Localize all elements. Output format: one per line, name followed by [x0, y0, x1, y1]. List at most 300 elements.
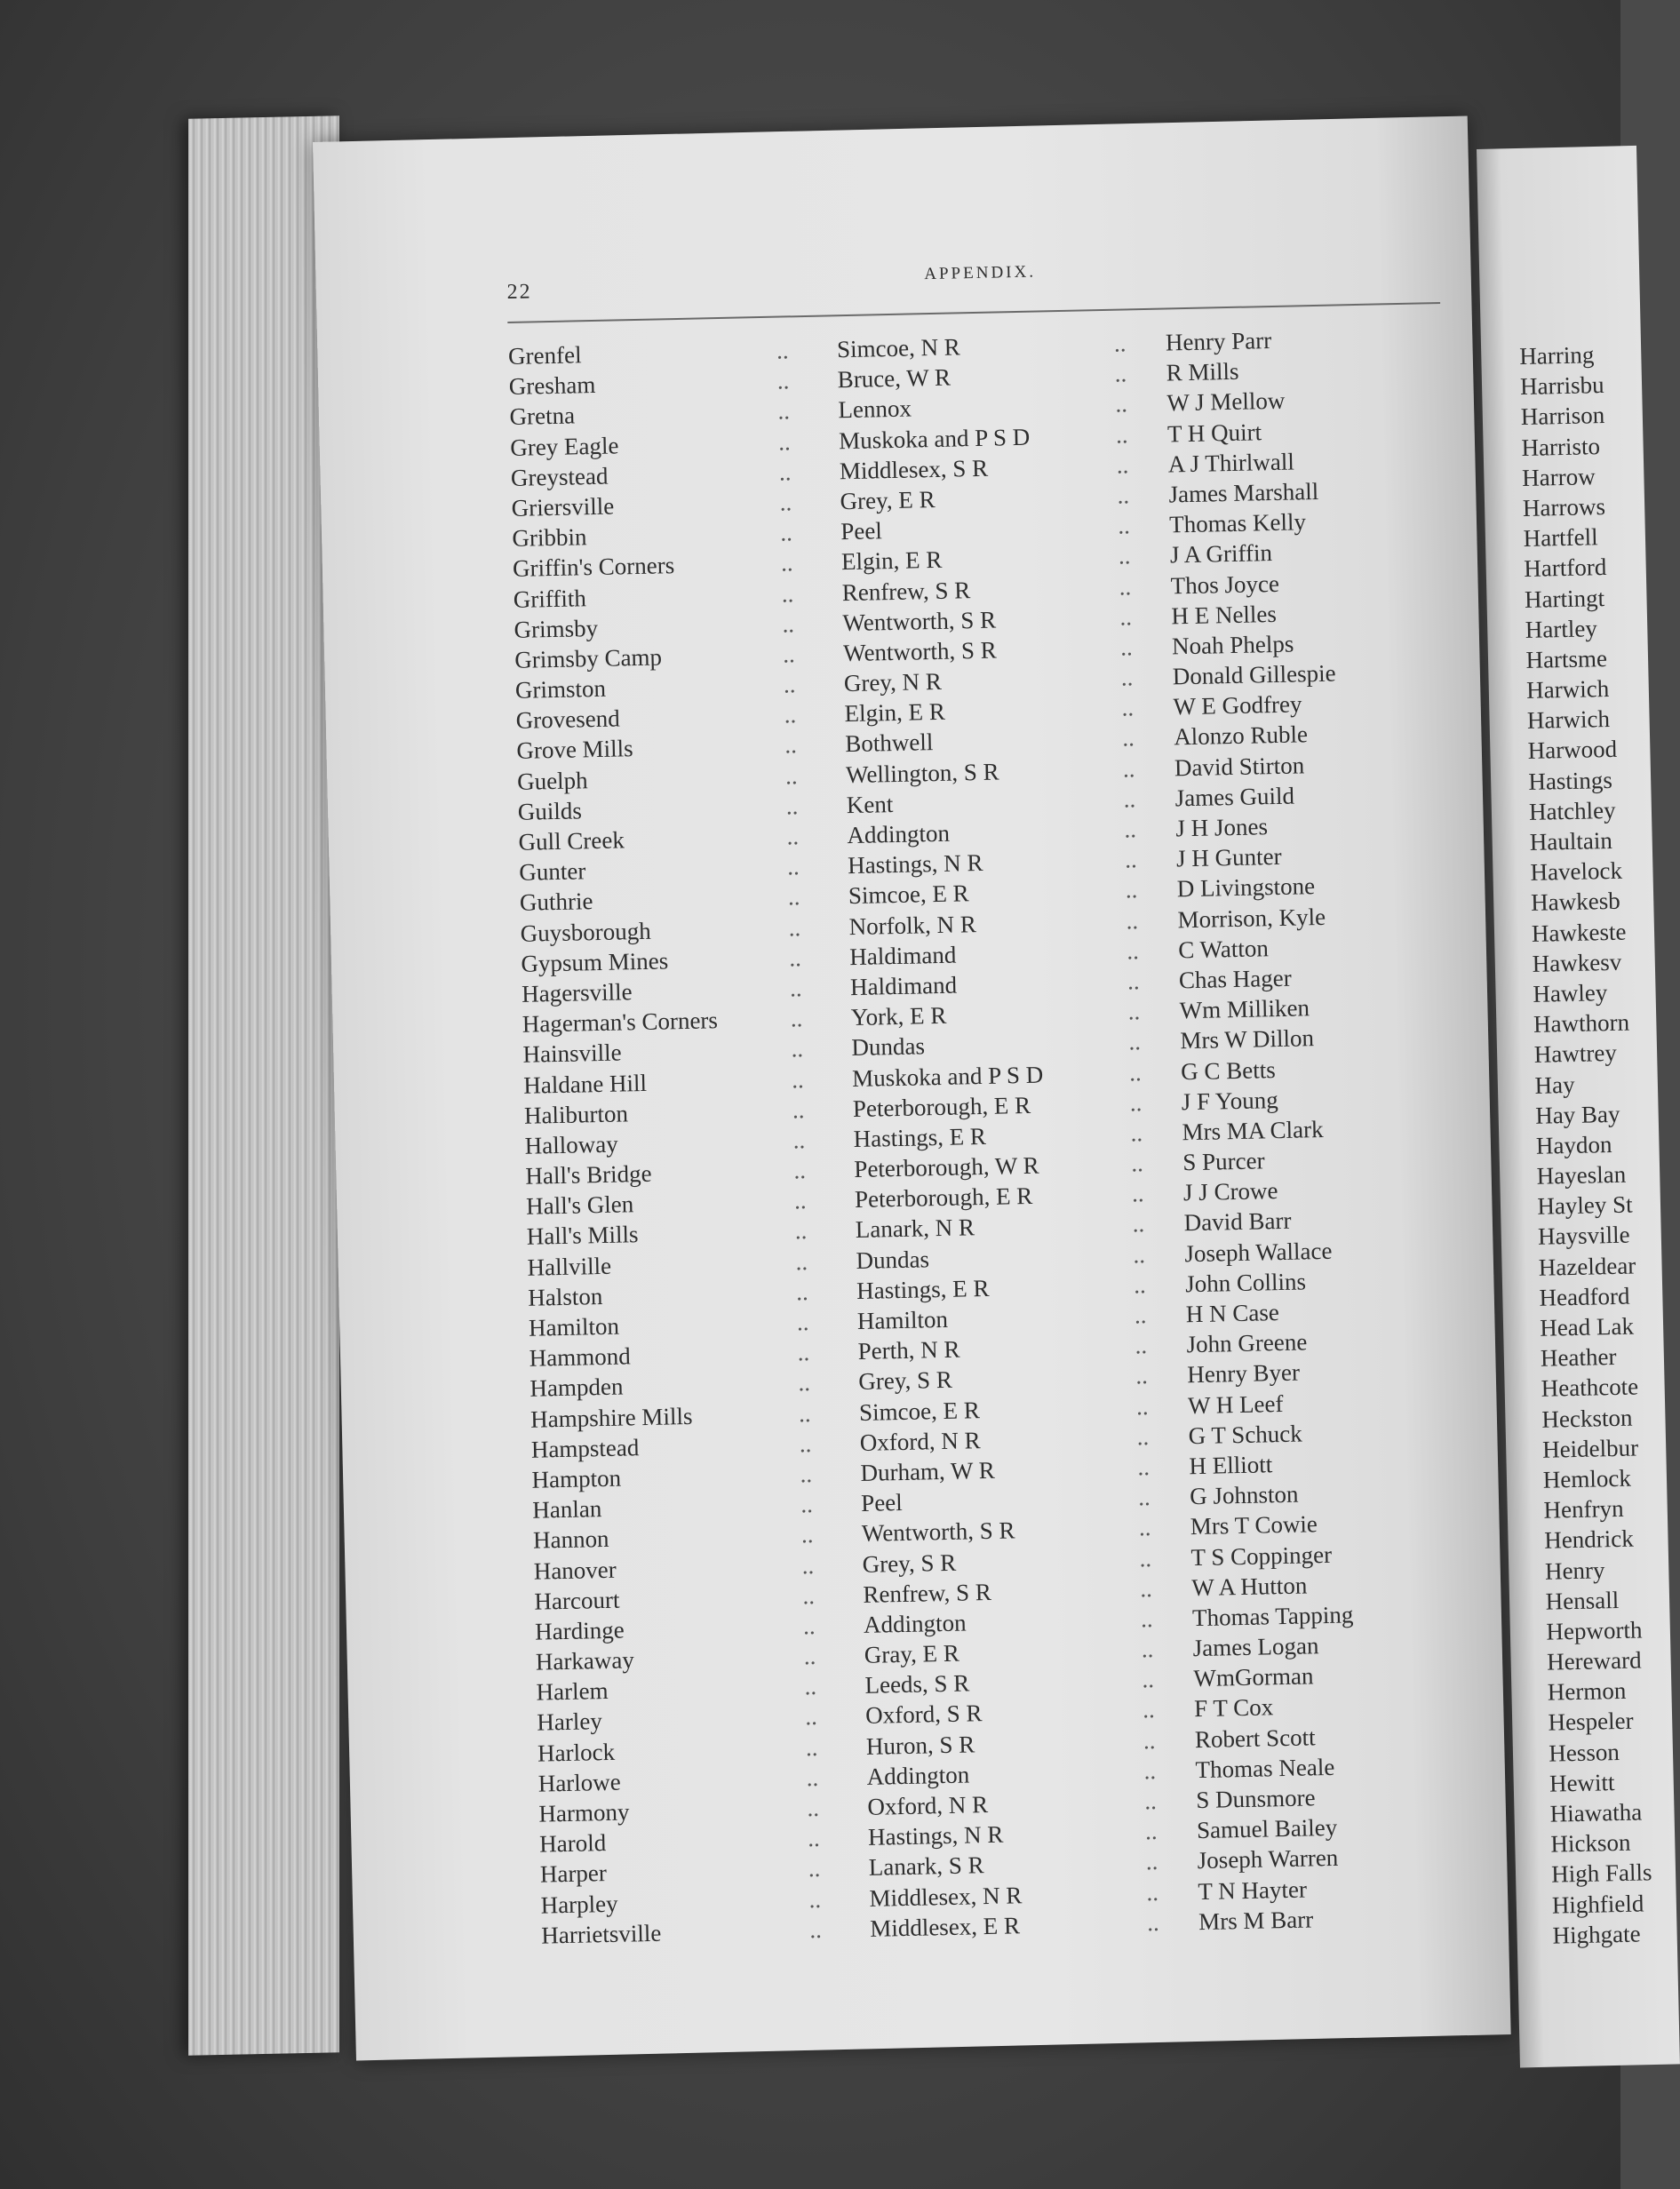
place-name: Hall's Glen [525, 1190, 634, 1221]
county-riding: Simcoe, E R [848, 880, 969, 910]
leader-dots: .. [795, 1278, 809, 1306]
postmaster-name: J F Young [1181, 1086, 1278, 1115]
county-riding: Bothwell [845, 728, 934, 758]
leader-dots: .. [781, 579, 794, 608]
leader-dots: .. [808, 1915, 823, 1944]
county-riding: Addington [847, 819, 951, 849]
postmaster-name: Morrison, Kyle [1177, 903, 1326, 933]
leader-dots: .. [779, 489, 792, 516]
postmaster-name: S Dunsmore [1196, 1784, 1316, 1814]
county-riding: Oxford, N R [859, 1426, 981, 1456]
place-name: Greystead [510, 462, 609, 491]
place-name: Gresham [508, 371, 596, 401]
leader-dots: .. [784, 701, 797, 728]
leader-dots: .. [787, 883, 800, 911]
right-page-place-fragment: Haysville [1537, 1222, 1630, 1251]
county-riding: Wentworth, S R [861, 1516, 1015, 1548]
leader-dots: .. [1126, 937, 1140, 965]
leader-dots: .. [1142, 1696, 1155, 1723]
postmaster-name: Mrs T Cowie [1190, 1510, 1318, 1540]
leader-dots: .. [808, 1885, 822, 1913]
leader-dots: .. [1115, 420, 1128, 449]
postmaster-name: J H Jones [1175, 813, 1269, 842]
right-page-place-fragment: Hartford [1524, 553, 1607, 583]
place-name: Harley [537, 1707, 603, 1737]
county-riding: Grey, E R [840, 485, 936, 515]
place-name: Grey Eagle [509, 431, 619, 461]
county-riding: Oxford, N R [867, 1791, 989, 1820]
leader-dots: .. [780, 519, 793, 546]
right-page-place-fragment: Hay [1534, 1071, 1575, 1099]
right-page-place-fragment: Harwood [1527, 736, 1618, 765]
page-content [506, 246, 1519, 1954]
leader-dots: .. [1113, 330, 1127, 357]
postmaster-name: G Johnston [1189, 1480, 1299, 1510]
county-riding: Renfrew, S R [841, 576, 971, 606]
postmaster-name: Joseph Wallace [1184, 1237, 1333, 1267]
postmaster-name: S Purcer [1182, 1147, 1265, 1176]
postmaster-name: Thos Joyce [1170, 569, 1280, 599]
leader-dots: .. [798, 1399, 811, 1427]
county-riding: Middlesex, S R [839, 454, 989, 484]
right-page-place-fragment: Hickson [1550, 1828, 1631, 1858]
postmaster-name: Thomas Neale [1195, 1753, 1335, 1783]
county-riding: Peterborough, E R [854, 1182, 1033, 1214]
leader-dots: .. [1135, 1362, 1149, 1389]
place-name: Hagersville [521, 978, 633, 1007]
leader-dots: .. [1143, 1726, 1156, 1754]
leader-dots: .. [784, 731, 798, 759]
right-page-place-fragment: Harrows [1522, 492, 1606, 521]
right-page-place-fragment: Hawtrey [1533, 1039, 1618, 1069]
place-name: Gunter [518, 857, 586, 887]
postmaster-name: Thomas Tapping [1191, 1601, 1354, 1632]
leader-dots: .. [1139, 1544, 1152, 1572]
place-name: Grimsby Camp [514, 643, 663, 673]
county-riding: Peel [860, 1489, 904, 1517]
place-name: Harrietsville [541, 1919, 662, 1949]
leader-dots: .. [807, 1825, 820, 1852]
county-riding: Hastings, E R [853, 1122, 987, 1152]
right-page-place-fragment: Hespeler [1548, 1707, 1634, 1737]
leader-dots: .. [1121, 694, 1135, 721]
leader-dots: .. [791, 1035, 804, 1063]
place-name: Grovesend [515, 704, 620, 735]
leader-dots: .. [794, 1217, 808, 1245]
place-name: Harlock [537, 1738, 616, 1767]
leader-dots: .. [782, 609, 795, 638]
leader-dots: .. [791, 1065, 805, 1093]
leader-dots: .. [1142, 1666, 1155, 1693]
leader-dots: .. [1116, 451, 1129, 479]
county-riding: Addington [863, 1609, 967, 1638]
postmaster-name: W H Leef [1187, 1389, 1284, 1419]
directory-table [508, 321, 1537, 1951]
leader-dots: .. [777, 427, 792, 456]
right-page-place-fragment: Henry [1544, 1556, 1605, 1585]
right-page-place-fragment: Henfryn [1543, 1494, 1624, 1524]
postmaster-name: F T Cox [1193, 1693, 1274, 1723]
postmaster-name: James Guild [1174, 782, 1295, 812]
right-page-place-fragment: Hawkeste [1531, 918, 1627, 947]
county-riding: Hastings, N R [847, 849, 983, 880]
county-riding: Hastings, E R [856, 1274, 990, 1304]
leader-dots: .. [1132, 1210, 1145, 1238]
county-riding: Haldimand [849, 971, 958, 1001]
county-riding: Leeds, S R [864, 1669, 970, 1699]
county-riding: Dundas [851, 1032, 926, 1062]
county-riding: York, E R [850, 1001, 947, 1031]
county-riding: Kent [846, 790, 894, 818]
postmaster-name: G T Schuck [1188, 1420, 1303, 1449]
postmaster-name: J A Griffin [1169, 539, 1273, 569]
postmaster-name: Joseph Warren [1197, 1844, 1339, 1875]
leader-dots: .. [785, 792, 799, 820]
right-page-place-fragment: Hawley [1533, 979, 1608, 1007]
county-riding: Lanark, N R [855, 1214, 975, 1244]
running-head: APPENDIX. [924, 262, 1037, 284]
leader-dots: .. [804, 1703, 818, 1731]
page-number: 22 [506, 280, 532, 304]
place-name: Harcourt [534, 1586, 620, 1615]
place-name: Hardinge [534, 1616, 625, 1645]
place-name: Harkaway [535, 1646, 635, 1676]
leader-dots: .. [1141, 1636, 1154, 1663]
leader-dots: .. [1140, 1604, 1153, 1633]
postmaster-name: Robert Scott [1194, 1723, 1316, 1753]
right-page-place-fragment: Haydon [1535, 1130, 1612, 1159]
place-name: Harpley [540, 1890, 618, 1919]
postmaster-name: John Collins [1184, 1268, 1307, 1298]
right-page-place-fragment: Hemlock [1542, 1464, 1632, 1493]
right-page-place-fragment: Hewitt [1549, 1768, 1615, 1797]
county-riding: Muskoka and P S D [851, 1061, 1044, 1092]
leader-dots: .. [1119, 603, 1133, 631]
postmaster-name: T N Hayter [1198, 1875, 1308, 1905]
leader-dots: .. [1135, 1392, 1149, 1420]
county-riding: Elgin, E R [844, 698, 946, 728]
right-page-place-fragment: Harrow [1521, 462, 1596, 491]
county-riding: Grey, S R [858, 1366, 953, 1396]
right-page-place-fragment: Hartingt [1524, 584, 1605, 613]
leader-dots: .. [1121, 724, 1135, 752]
postmaster-name: Mrs MA Clark [1182, 1115, 1324, 1146]
right-page-place-fragment: Heather [1540, 1343, 1617, 1372]
county-riding: Durham, W R [860, 1456, 996, 1486]
county-riding: Wentworth, S R [842, 606, 997, 636]
postmaster-name: T H Quirt [1166, 418, 1262, 448]
county-riding: Lanark, S R [868, 1851, 984, 1882]
place-name: Hallville [527, 1252, 612, 1281]
leader-dots: .. [797, 1339, 810, 1366]
postmaster-name: W J Mellow [1166, 387, 1286, 417]
place-name: Gull Creek [518, 826, 625, 856]
right-page-place-fragment: Hartley [1525, 614, 1598, 643]
place-name: Harper [539, 1859, 608, 1888]
right-page-place-fragment: Heathcote [1541, 1373, 1639, 1403]
right-page-place-fragment: Hastings [1528, 766, 1613, 795]
right-page-place-fragment: High Falls [1550, 1859, 1652, 1888]
right-page-place-fragment: Hayley St [1537, 1190, 1633, 1221]
leader-dots: .. [777, 397, 791, 426]
place-name: Gypsum Mines [521, 947, 669, 977]
leader-dots: .. [1124, 846, 1137, 873]
place-name: Hampstead [530, 1433, 640, 1463]
postmaster-name: Thomas Kelly [1168, 508, 1307, 538]
postmaster-name: Alonzo Ruble [1173, 720, 1309, 751]
right-page-place-fragment: Heckston [1541, 1404, 1633, 1433]
leader-dots: .. [807, 1795, 820, 1822]
leader-dots: .. [776, 337, 789, 364]
postmaster-name: Chas Hager [1178, 964, 1292, 994]
county-riding: Bruce, W R [837, 363, 951, 394]
postmaster-name: C Watton [1177, 934, 1270, 964]
place-name: Hammond [529, 1342, 632, 1372]
postmaster-name: Donald Gillespie [1172, 659, 1336, 690]
county-riding: Simcoe, N R [836, 333, 961, 363]
place-name: Halloway [524, 1130, 618, 1159]
county-riding: Elgin, E R [840, 546, 943, 576]
right-page-place-fragment: Hermon [1547, 1677, 1627, 1706]
postmaster-name: James Logan [1192, 1632, 1319, 1662]
county-riding: Oxford, S R [864, 1699, 983, 1730]
leader-dots: .. [1127, 967, 1140, 995]
leader-dots: .. [1126, 906, 1139, 935]
leader-dots: .. [776, 367, 790, 394]
leader-dots: .. [1146, 1908, 1160, 1937]
leader-dots: .. [1137, 1484, 1151, 1511]
county-riding: Norfolk, N R [848, 910, 977, 940]
leader-dots: .. [792, 1126, 806, 1154]
postmaster-name: G C Betts [1180, 1055, 1276, 1085]
leader-dots: .. [793, 1187, 807, 1214]
right-page-place-fragment: Hartsme [1525, 644, 1608, 673]
leader-dots: .. [786, 853, 800, 880]
leader-dots: .. [1138, 1514, 1151, 1541]
postmaster-name: Wm Milliken [1179, 994, 1310, 1024]
leader-dots: .. [1145, 1848, 1158, 1875]
place-name: Harlowe [537, 1768, 622, 1797]
postmaster-name: J J Crowe [1182, 1177, 1278, 1206]
county-riding: Huron, S R [865, 1730, 975, 1760]
header-rule [507, 302, 1440, 323]
leader-dots: .. [1146, 1878, 1159, 1906]
right-page-place-fragment: Harwich [1526, 705, 1611, 735]
right-page-place-fragment: Hatchley [1528, 796, 1616, 825]
leader-dots: .. [802, 1612, 816, 1640]
county-riding: Hamilton [856, 1305, 949, 1334]
postmaster-name: H E Nelles [1171, 600, 1278, 630]
leader-dots: .. [782, 641, 796, 668]
leader-dots: .. [1129, 1088, 1143, 1117]
place-name: Griersville [511, 492, 615, 521]
right-page-place-fragment: Highgate [1552, 1920, 1641, 1949]
postmaster-name: David Stirton [1174, 751, 1305, 781]
place-name: Haliburton [523, 1100, 629, 1129]
right-page-place-fragment: Hepworth [1546, 1616, 1643, 1645]
place-name: Harlem [536, 1677, 609, 1706]
leader-dots: .. [1144, 1818, 1158, 1845]
leader-dots: .. [1128, 1058, 1142, 1087]
leader-dots: .. [1133, 1270, 1146, 1299]
county-riding: Wellington, S R [845, 758, 999, 788]
leader-dots: .. [796, 1309, 809, 1336]
place-name: Harold [538, 1829, 607, 1858]
leader-dots: .. [808, 1855, 821, 1883]
county-riding: Muskoka and P S D [838, 423, 1031, 454]
leader-dots: .. [1144, 1787, 1158, 1815]
postmaster-name: H Elliott [1189, 1451, 1273, 1480]
right-page-place-fragment: Hawthorn [1533, 1008, 1630, 1038]
place-name: Hanlan [532, 1495, 602, 1524]
leader-dots: .. [804, 1673, 817, 1700]
county-riding: Middlesex, N R [869, 1881, 1023, 1912]
right-page-place-fragment: Hazeldear [1538, 1252, 1636, 1281]
right-page-place-fragment: Hiawatha [1549, 1798, 1643, 1827]
postmaster-name: R Mills [1166, 357, 1239, 386]
county-riding: Addington [866, 1761, 970, 1790]
leader-dots: .. [1118, 542, 1131, 569]
county-riding: Haldimand [849, 941, 957, 970]
leader-dots: .. [800, 1461, 813, 1488]
right-page-place-fragment: Hawkesb [1530, 888, 1621, 917]
place-name: Hampden [529, 1373, 624, 1403]
place-name: Hamilton [528, 1312, 620, 1341]
leader-dots: .. [793, 1157, 807, 1184]
leader-dots: .. [1130, 1119, 1143, 1147]
leader-dots: .. [1134, 1301, 1147, 1329]
place-name: Haldane Hill [522, 1069, 648, 1099]
leader-dots: .. [1143, 1756, 1157, 1785]
leader-dots: .. [783, 671, 796, 698]
leader-dots: .. [1120, 664, 1134, 691]
leader-dots: .. [1117, 512, 1131, 539]
leader-dots: .. [802, 1581, 816, 1610]
right-page-place-fragment: Harristo [1521, 432, 1601, 461]
leader-dots: .. [1140, 1574, 1153, 1603]
right-page-place-fragment: Headford [1539, 1282, 1630, 1311]
postmaster-name: W E Godfrey [1173, 690, 1302, 720]
place-name: Harmony [538, 1798, 630, 1827]
leader-dots: .. [1123, 785, 1136, 813]
place-name: Grimsby [514, 614, 599, 643]
right-page-place-fragment: Hay Bay [1534, 1100, 1620, 1129]
leader-dots: .. [1135, 1332, 1148, 1359]
leader-dots: .. [1128, 1028, 1142, 1055]
postmaster-name: J H Gunter [1175, 843, 1282, 872]
place-name: Guthrie [519, 888, 593, 917]
postmaster-name: Mrs W Dillon [1180, 1024, 1315, 1055]
leader-dots: .. [1137, 1453, 1151, 1481]
leader-dots: .. [1136, 1422, 1150, 1451]
leader-dots: .. [1122, 754, 1135, 783]
county-riding: Dundas [856, 1245, 930, 1274]
right-page-place-fragment: Heidelbur [1541, 1434, 1639, 1463]
county-riding: Grey, N R [843, 667, 943, 697]
right-page-place-fragment: Highfield [1551, 1890, 1644, 1919]
leader-dots: .. [1119, 572, 1132, 601]
county-riding: Grey, S R [862, 1548, 957, 1578]
leader-dots: .. [1133, 1240, 1146, 1269]
place-name: Griffin's Corners [512, 552, 675, 583]
county-riding: Renfrew, S R [863, 1578, 992, 1608]
leader-dots: .. [1114, 360, 1127, 387]
place-name: Grove Mills [516, 735, 633, 765]
county-riding: Gray, E R [864, 1639, 960, 1668]
leader-dots: .. [789, 943, 802, 972]
place-name: Hall's Bridge [525, 1159, 652, 1190]
leader-dots: .. [778, 458, 792, 486]
county-riding: Hastings, N R [867, 1820, 1004, 1851]
leader-dots: .. [789, 975, 802, 1002]
place-name: Hall's Mills [526, 1221, 639, 1251]
leader-dots: .. [795, 1247, 808, 1276]
place-name: Gribbin [512, 523, 587, 553]
right-page-place-fragment: Hesson [1548, 1738, 1620, 1767]
place-name: Hampton [531, 1464, 622, 1493]
leader-dots: .. [1131, 1180, 1144, 1207]
leader-dots: .. [784, 761, 798, 790]
leader-dots: .. [786, 823, 800, 850]
place-name: Guilds [517, 797, 583, 825]
leader-dots: .. [800, 1521, 814, 1548]
right-page-place-fragment: Haultain [1529, 826, 1613, 856]
postmaster-name: Samuel Bailey [1196, 1813, 1338, 1844]
leader-dots: .. [780, 549, 793, 577]
leader-dots: .. [1125, 876, 1138, 903]
leader-dots: .. [799, 1429, 812, 1458]
place-name: Grimston [514, 674, 607, 704]
right-page-place-fragment: Hereward [1546, 1646, 1642, 1676]
leader-dots: .. [801, 1551, 815, 1579]
place-name: Grenfel [507, 341, 582, 370]
postmaster-name: H N Case [1185, 1299, 1280, 1328]
right-page-place-fragment: Hayeslan [1536, 1160, 1627, 1190]
county-riding: Peel [840, 517, 883, 545]
county-riding: Perth, N R [857, 1335, 960, 1365]
postmaster-name: Noah Phelps [1171, 630, 1294, 660]
leader-dots: .. [1117, 482, 1130, 509]
right-page-place-fragment: Harwich [1525, 675, 1610, 704]
place-name: Hagerman's Corners [522, 1007, 719, 1038]
place-name: Guysborough [520, 917, 652, 947]
leader-dots: .. [1119, 633, 1133, 661]
postmaster-name: WmGorman [1193, 1662, 1314, 1692]
leader-dots: .. [788, 913, 801, 942]
leader-dots: .. [805, 1733, 818, 1761]
place-name: Hainsville [522, 1039, 622, 1069]
county-riding: Middlesex, E R [869, 1912, 1021, 1942]
county-riding: Peterborough, W R [854, 1151, 1039, 1183]
county-riding: Simcoe, E R [858, 1396, 981, 1426]
postmaster-name: Henry Parr [1165, 326, 1272, 356]
county-riding: Peterborough, E R [852, 1091, 1031, 1122]
right-page-place-fragment: Harrisbu [1519, 371, 1604, 401]
place-name: Hannon [532, 1525, 609, 1554]
right-page-place-fragment: Hensall [1545, 1586, 1620, 1615]
postmaster-name: T S Coppinger [1190, 1540, 1333, 1571]
leader-dots: .. [1127, 998, 1141, 1025]
right-page-place-fragment: Harrison [1520, 402, 1605, 431]
place-name: Halston [527, 1282, 603, 1311]
postmaster-name: Mrs M Barr [1198, 1906, 1314, 1935]
right-page-place-fragment: Hendrick [1543, 1524, 1635, 1555]
leader-dots: .. [1130, 1150, 1144, 1177]
place-name: Gretna [509, 402, 576, 431]
leader-dots: .. [798, 1369, 811, 1397]
leader-dots: .. [1115, 390, 1128, 418]
leader-dots: .. [803, 1643, 816, 1670]
